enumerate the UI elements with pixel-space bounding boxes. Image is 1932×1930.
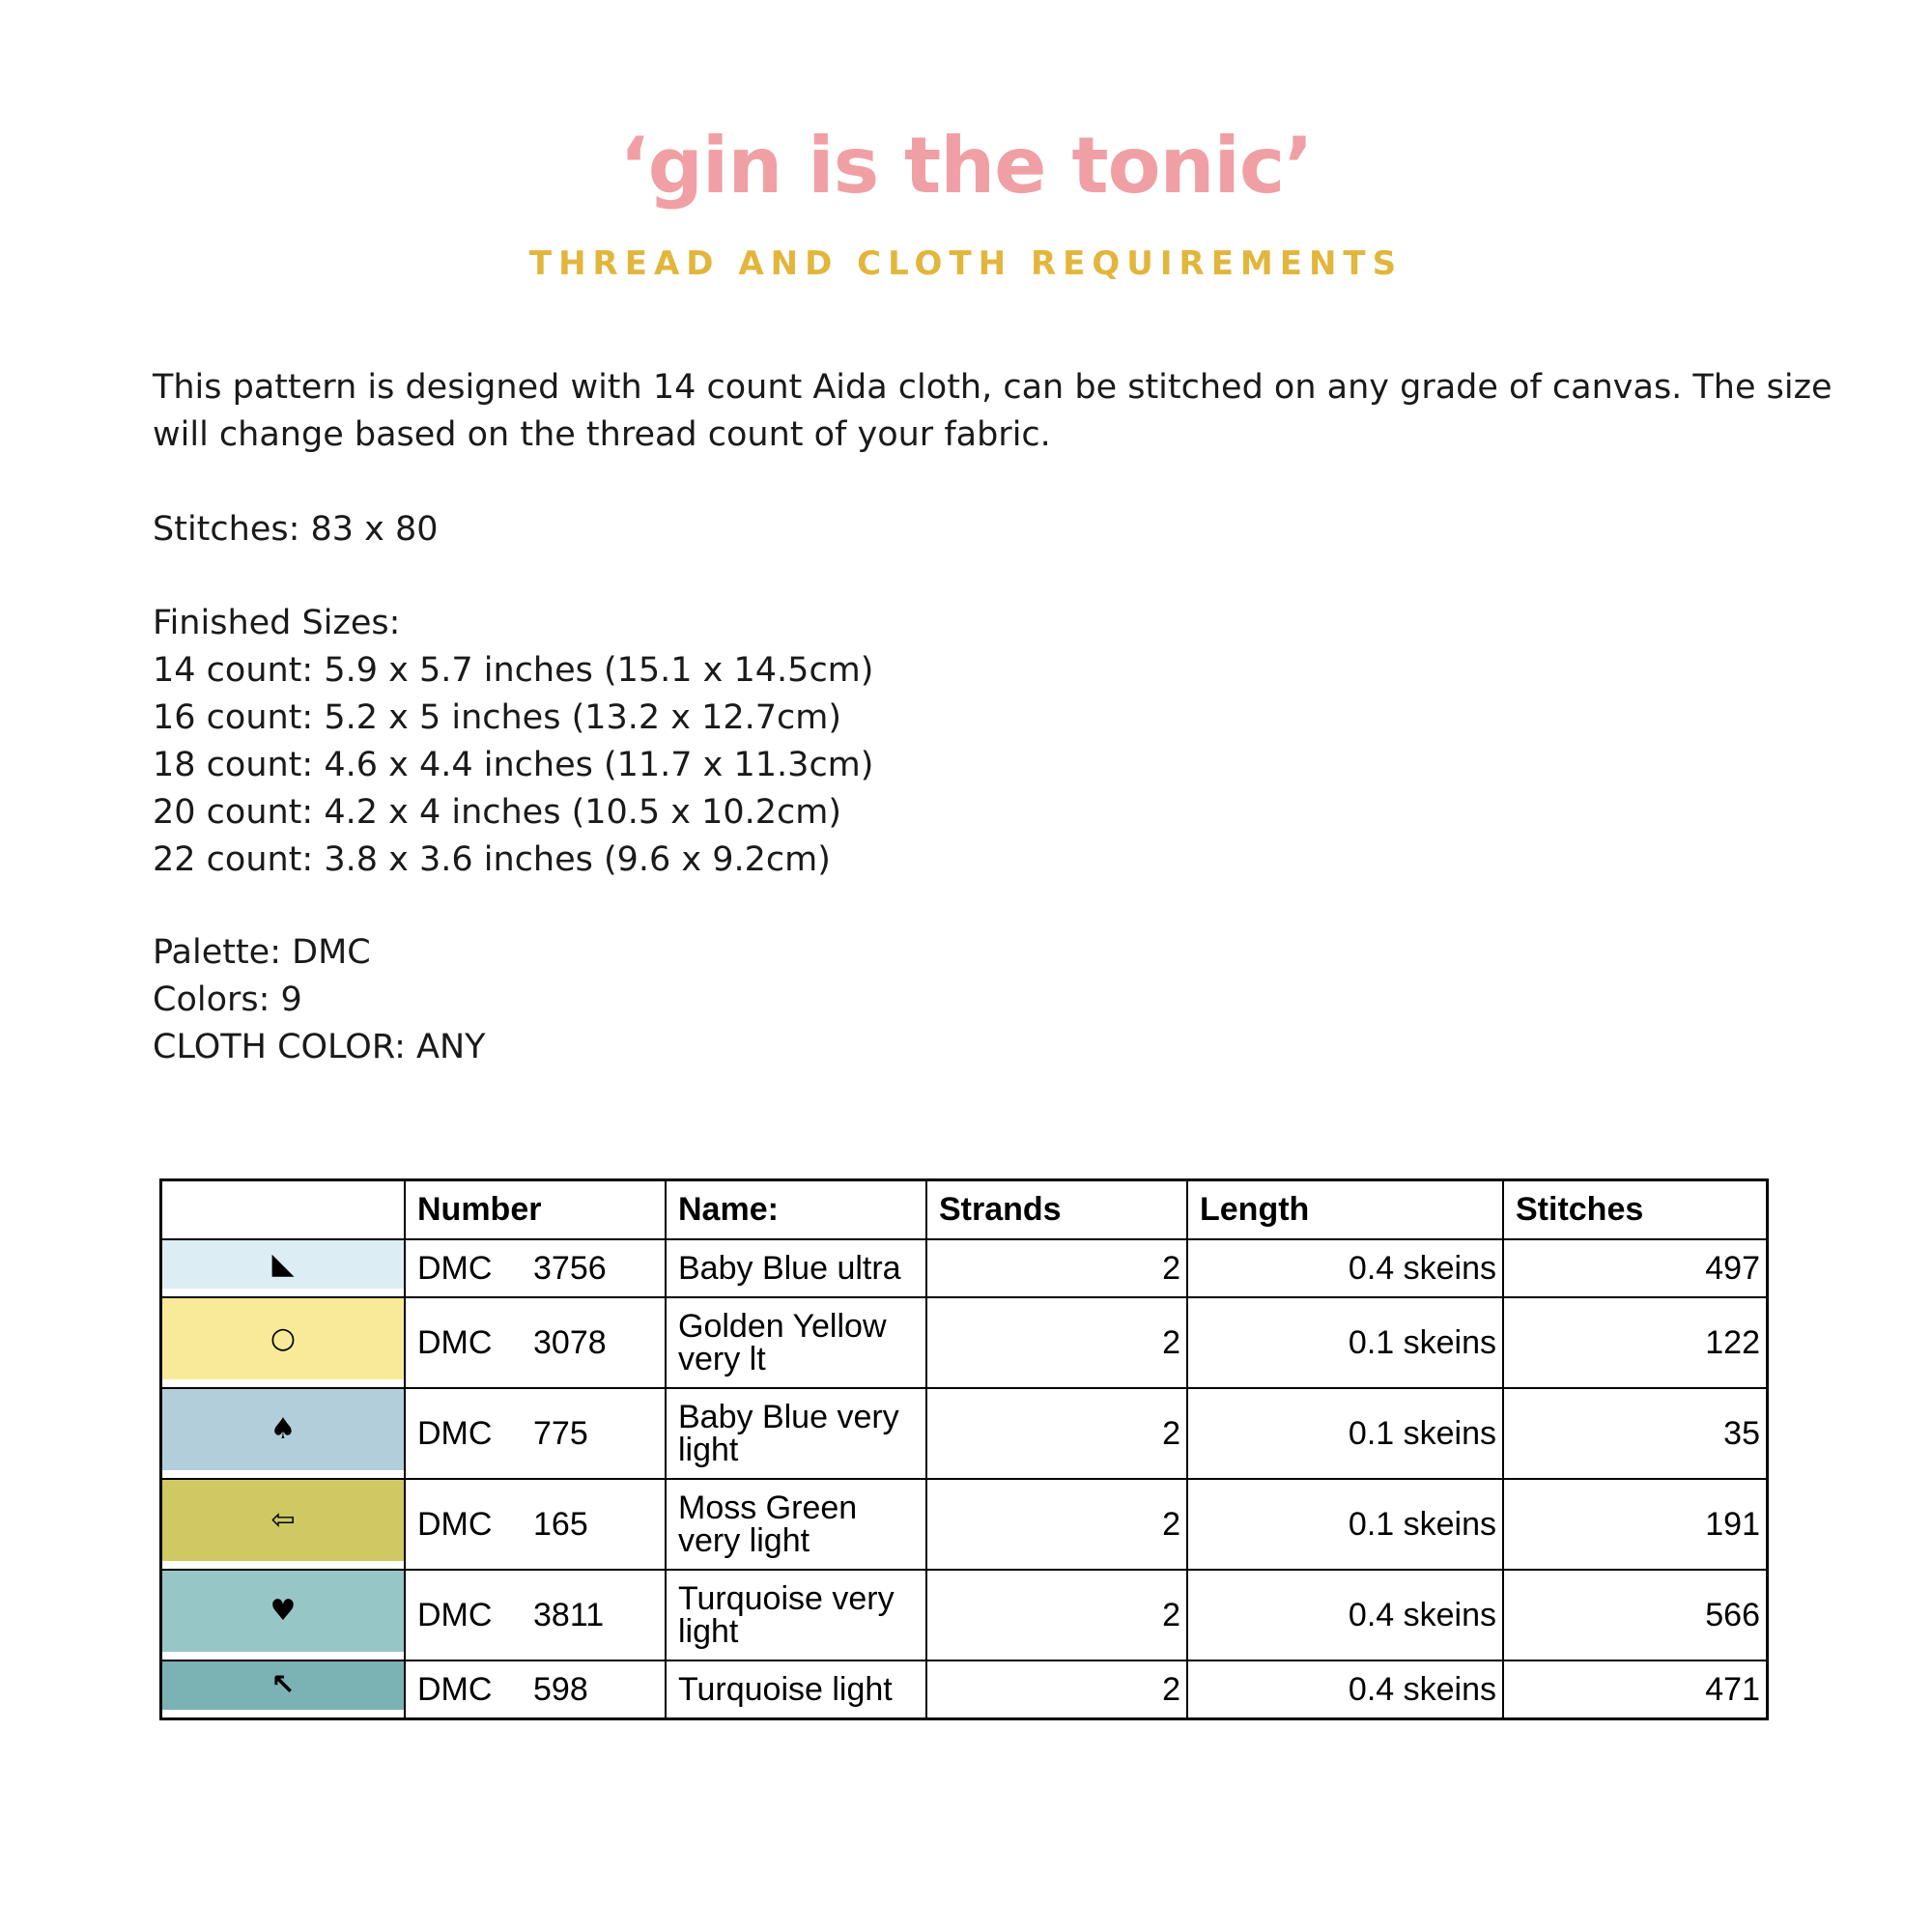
table-row	[161, 1479, 1768, 1570]
left-arrow-icon: ⇦	[270, 1503, 296, 1537]
color-swatch-cell	[161, 1388, 406, 1479]
palette-info	[153, 929, 1795, 1071]
finished-size-item: 20 count: 4.2 x 4 inches (10.5 x 10.2cm)	[153, 793, 842, 832]
table-row	[161, 1388, 1768, 1479]
color-swatch-cell	[161, 1297, 406, 1388]
palette-text: Palette: DMC	[153, 933, 371, 972]
section-subtitle: THREAD AND CLOTH REQUIREMENTS	[528, 244, 1404, 283]
color-swatch	[162, 1480, 404, 1569]
strands-cell: 2	[926, 1239, 1187, 1297]
number-cell	[405, 1660, 666, 1719]
stitches-cell: 122	[1503, 1297, 1768, 1388]
table-row	[161, 1297, 1768, 1388]
strands-cell: 2	[926, 1660, 1187, 1719]
intro-paragraph	[153, 364, 1833, 459]
thread-table	[159, 1178, 1769, 1720]
length-cell: 0.1 skeins	[1187, 1297, 1503, 1388]
strands-cell: 2	[926, 1297, 1187, 1388]
color-swatch-cell	[161, 1660, 406, 1719]
thread-name: Baby Blue very light	[666, 1388, 926, 1479]
table-row	[161, 1660, 1768, 1719]
thread-name: Golden Yellow very lt	[666, 1297, 926, 1388]
strands-cell: 2	[926, 1570, 1187, 1660]
thread-number: 598	[533, 1670, 588, 1708]
thread-name: Turquoise very light	[666, 1570, 926, 1660]
thread-number: 3078	[533, 1323, 607, 1361]
color-swatch-cell	[161, 1239, 406, 1297]
colors-count: Colors: 9	[153, 980, 302, 1019]
color-swatch	[162, 1661, 404, 1717]
stitch-count-text: Stitches: 83 x 80	[153, 510, 439, 549]
stitches-cell: 471	[1503, 1660, 1768, 1719]
finished-size-item: 22 count: 3.8 x 3.6 inches (9.6 x 9.2cm)	[153, 840, 831, 879]
number-cell	[405, 1570, 666, 1660]
intro-line-1: This pattern is designed with 14 count Aida cloth, can be stitched on any grade of canvas. The size	[153, 368, 1833, 407]
brand: DMC	[417, 1414, 493, 1452]
color-swatch	[162, 1240, 404, 1296]
header-length: Length	[1187, 1180, 1503, 1240]
thread-number: 3811	[533, 1596, 605, 1633]
umbrella-icon: ↖	[270, 1668, 296, 1702]
length-cell: 0.1 skeins	[1187, 1479, 1503, 1570]
thread-number: 775	[533, 1414, 588, 1452]
header-number: Number	[405, 1180, 666, 1240]
stitches-cell: 497	[1503, 1239, 1768, 1297]
strands-cell: 2	[926, 1388, 1187, 1479]
color-swatch-cell	[161, 1479, 406, 1570]
stitches-cell: 191	[1503, 1479, 1768, 1570]
table-row	[161, 1570, 1768, 1660]
stitches-cell: 566	[1503, 1570, 1768, 1660]
number-cell	[405, 1239, 666, 1297]
brand: DMC	[417, 1323, 493, 1361]
length-cell: 0.1 skeins	[1187, 1388, 1503, 1479]
header-strands: Strands	[926, 1180, 1187, 1240]
brand: DMC	[417, 1670, 493, 1708]
header-symbol	[161, 1180, 406, 1240]
stitches-cell: 35	[1503, 1388, 1768, 1479]
ring-icon: ○	[270, 1321, 297, 1355]
spade-icon: ♠	[270, 1412, 297, 1446]
heart-icon: ♥	[270, 1594, 297, 1628]
finished-sizes-heading: Finished Sizes:	[153, 604, 401, 642]
cloth-color: CLOTH COLOR: ANY	[153, 1028, 486, 1066]
thread-name: Moss Green very light	[666, 1479, 926, 1570]
finished-size-item: 16 count: 5.2 x 5 inches (13.2 x 12.7cm)	[153, 698, 842, 737]
table-row	[161, 1239, 1768, 1297]
length-cell: 0.4 skeins	[1187, 1660, 1503, 1719]
number-cell	[405, 1297, 666, 1388]
right-triangle-icon: ◣	[271, 1247, 295, 1281]
strands-cell: 2	[926, 1479, 1187, 1570]
color-swatch	[162, 1298, 404, 1387]
thread-name: Baby Blue ultra	[666, 1239, 926, 1297]
length-cell: 0.4 skeins	[1187, 1239, 1503, 1297]
header-name: Name:	[666, 1180, 926, 1240]
brand: DMC	[417, 1596, 493, 1633]
pattern-title: ‘gin is the tonic’	[619, 121, 1313, 211]
finished-size-item: 14 count: 5.9 x 5.7 inches (15.1 x 14.5cm)	[153, 651, 874, 690]
table-header-row	[161, 1180, 1768, 1240]
brand: DMC	[417, 1249, 493, 1287]
color-swatch-cell	[161, 1570, 406, 1660]
length-cell: 0.4 skeins	[1187, 1570, 1503, 1660]
stitch-count	[153, 506, 1795, 553]
thread-number: 3756	[533, 1249, 607, 1287]
number-cell	[405, 1388, 666, 1479]
intro-line-2: will change based on the thread count of your fabric.	[153, 415, 1051, 454]
number-cell	[405, 1479, 666, 1570]
finished-size-item: 18 count: 4.6 x 4.4 inches (11.7 x 11.3cm)	[153, 746, 874, 784]
thread-name: Turquoise light	[666, 1660, 926, 1719]
thread-number: 165	[533, 1505, 588, 1543]
header-stitches: Stitches	[1503, 1180, 1768, 1240]
color-swatch	[162, 1571, 404, 1660]
brand: DMC	[417, 1505, 493, 1543]
color-swatch	[162, 1389, 404, 1478]
finished-sizes	[153, 600, 1795, 884]
